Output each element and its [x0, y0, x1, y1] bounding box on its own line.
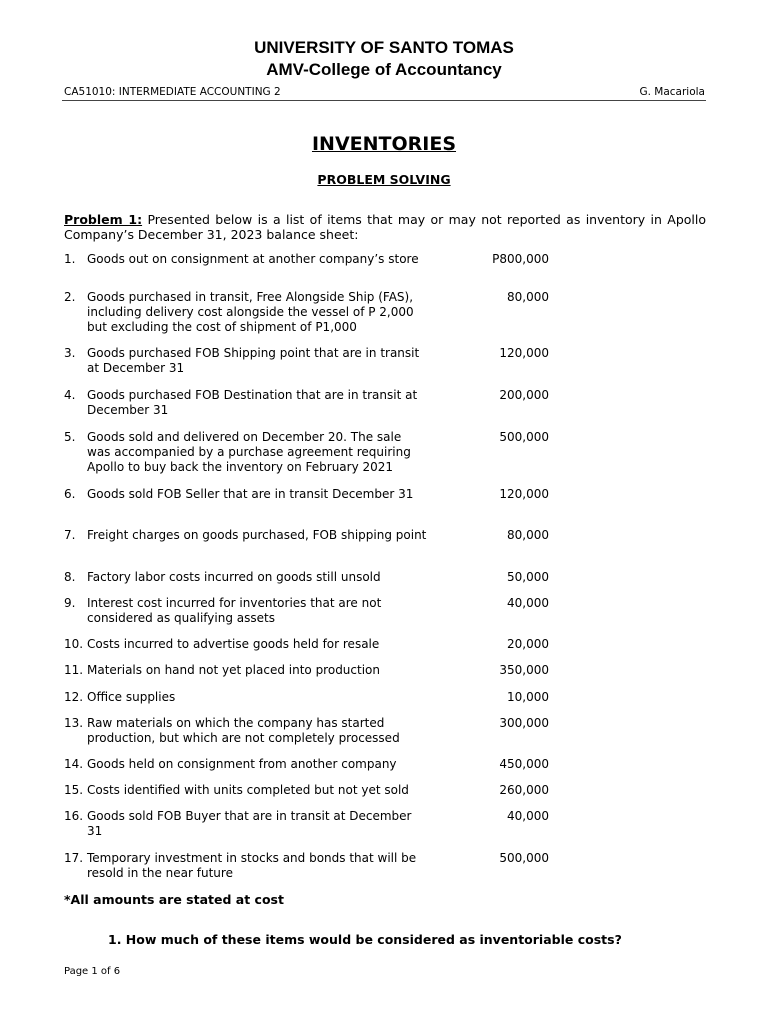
- item-text: Goods sold FOB Seller that are in transit December 31: [87, 487, 414, 501]
- item-amount: 50,000: [507, 570, 549, 584]
- item-amount: 10,000: [507, 690, 549, 704]
- item-text: Office supplies: [87, 690, 176, 704]
- item-text: Temporary investment in stocks and bonds that will be resold in the near future: [87, 851, 417, 880]
- item-amount: 350,000: [499, 663, 549, 677]
- item-number: 16.: [64, 809, 84, 823]
- item-amount: 500,000: [499, 430, 549, 444]
- item-text: Freight charges on goods purchased, FOB shipping point: [87, 528, 427, 542]
- item-number: 9.: [64, 596, 76, 610]
- course-code: CA51010: INTERMEDIATE ACCOUNTING 2: [64, 86, 281, 98]
- item-number: 10.: [64, 637, 84, 651]
- item-number: 14.: [64, 757, 84, 771]
- item-number: 5.: [64, 430, 76, 444]
- page-number: Page 1 of 6: [64, 966, 121, 977]
- item-text: Costs identified with units completed but not yet sold: [87, 783, 409, 797]
- question-1: 1. How much of these items would be considered as inventoriable costs?: [108, 932, 622, 947]
- item-number: 1.: [64, 252, 76, 266]
- item-text: Interest cost incurred for inventories that are not considered as qualifying assets: [87, 596, 382, 625]
- problem-intro-text: Presented below is a list of items that may or may not reported as inventory in Apollo Company’s December 31, 2023 balance sheet:: [64, 212, 706, 242]
- item-text: Goods sold FOB Buyer that are in transit at December 31: [87, 809, 412, 838]
- item-text: Goods purchased FOB Destination that are in transit at December 31: [87, 388, 418, 417]
- item-amount: 80,000: [507, 290, 549, 304]
- amounts-note: *All amounts are stated at cost: [64, 892, 284, 907]
- item-text: Materials on hand not yet placed into production: [87, 663, 380, 677]
- author-name: G. Macariola: [639, 86, 705, 98]
- item-amount: 300,000: [499, 716, 549, 730]
- item-text: Goods out on consignment at another company’s store: [87, 252, 419, 266]
- item-text: Goods sold and delivered on December 20. The sale was accompanied by a purchase agreement requiring Apollo to buy back the inventory on February 2021: [87, 430, 411, 474]
- item-text: Goods purchased FOB Shipping point that are in transit at December 31: [87, 346, 420, 375]
- item-number: 2.: [64, 290, 76, 304]
- item-number: 3.: [64, 346, 76, 360]
- section-subtitle: PROBLEM SOLVING: [317, 172, 451, 187]
- university-name: UNIVERSITY OF SANTO TOMAS: [254, 38, 514, 57]
- item-amount: 120,000: [499, 346, 549, 360]
- item-text: Costs incurred to advertise goods held for resale: [87, 637, 380, 651]
- item-number: 15.: [64, 783, 84, 797]
- item-amount: 20,000: [507, 637, 549, 651]
- item-text: Goods purchased in transit, Free Alongside Ship (FAS), including delivery cost alongside the vessel of P 2,000 but excluding the cost of shipment of P1,000: [87, 290, 414, 334]
- item-number: 8.: [64, 570, 76, 584]
- item-amount: 40,000: [507, 809, 549, 823]
- item-amount: 80,000: [507, 528, 549, 542]
- item-number: 11.: [64, 663, 84, 677]
- header-divider: [62, 100, 706, 101]
- item-number: 13.: [64, 716, 84, 730]
- page-title: INVENTORIES: [311, 133, 457, 155]
- item-text: Goods held on consignment from another company: [87, 757, 397, 771]
- item-number: 7.: [64, 528, 76, 542]
- item-amount: 450,000: [499, 757, 549, 771]
- item-text: Factory labor costs incurred on goods still unsold: [87, 570, 381, 584]
- item-text: Raw materials on which the company has started production, but which are not completely processed: [87, 716, 400, 745]
- item-amount: 500,000: [499, 851, 549, 865]
- item-amount: 200,000: [499, 388, 549, 402]
- item-number: 12.: [64, 690, 84, 704]
- item-number: 4.: [64, 388, 76, 402]
- item-amount: 40,000: [507, 596, 549, 610]
- item-number: 17.: [64, 851, 84, 865]
- item-number: 6.: [64, 487, 76, 501]
- item-amount: 120,000: [499, 487, 549, 501]
- item-amount: 260,000: [499, 783, 549, 797]
- item-amount: P800,000: [492, 252, 549, 266]
- problem-intro: [64, 212, 706, 242]
- problem-label: Problem 1:: [64, 212, 143, 227]
- college-name: AMV-College of Accountancy: [266, 60, 502, 79]
